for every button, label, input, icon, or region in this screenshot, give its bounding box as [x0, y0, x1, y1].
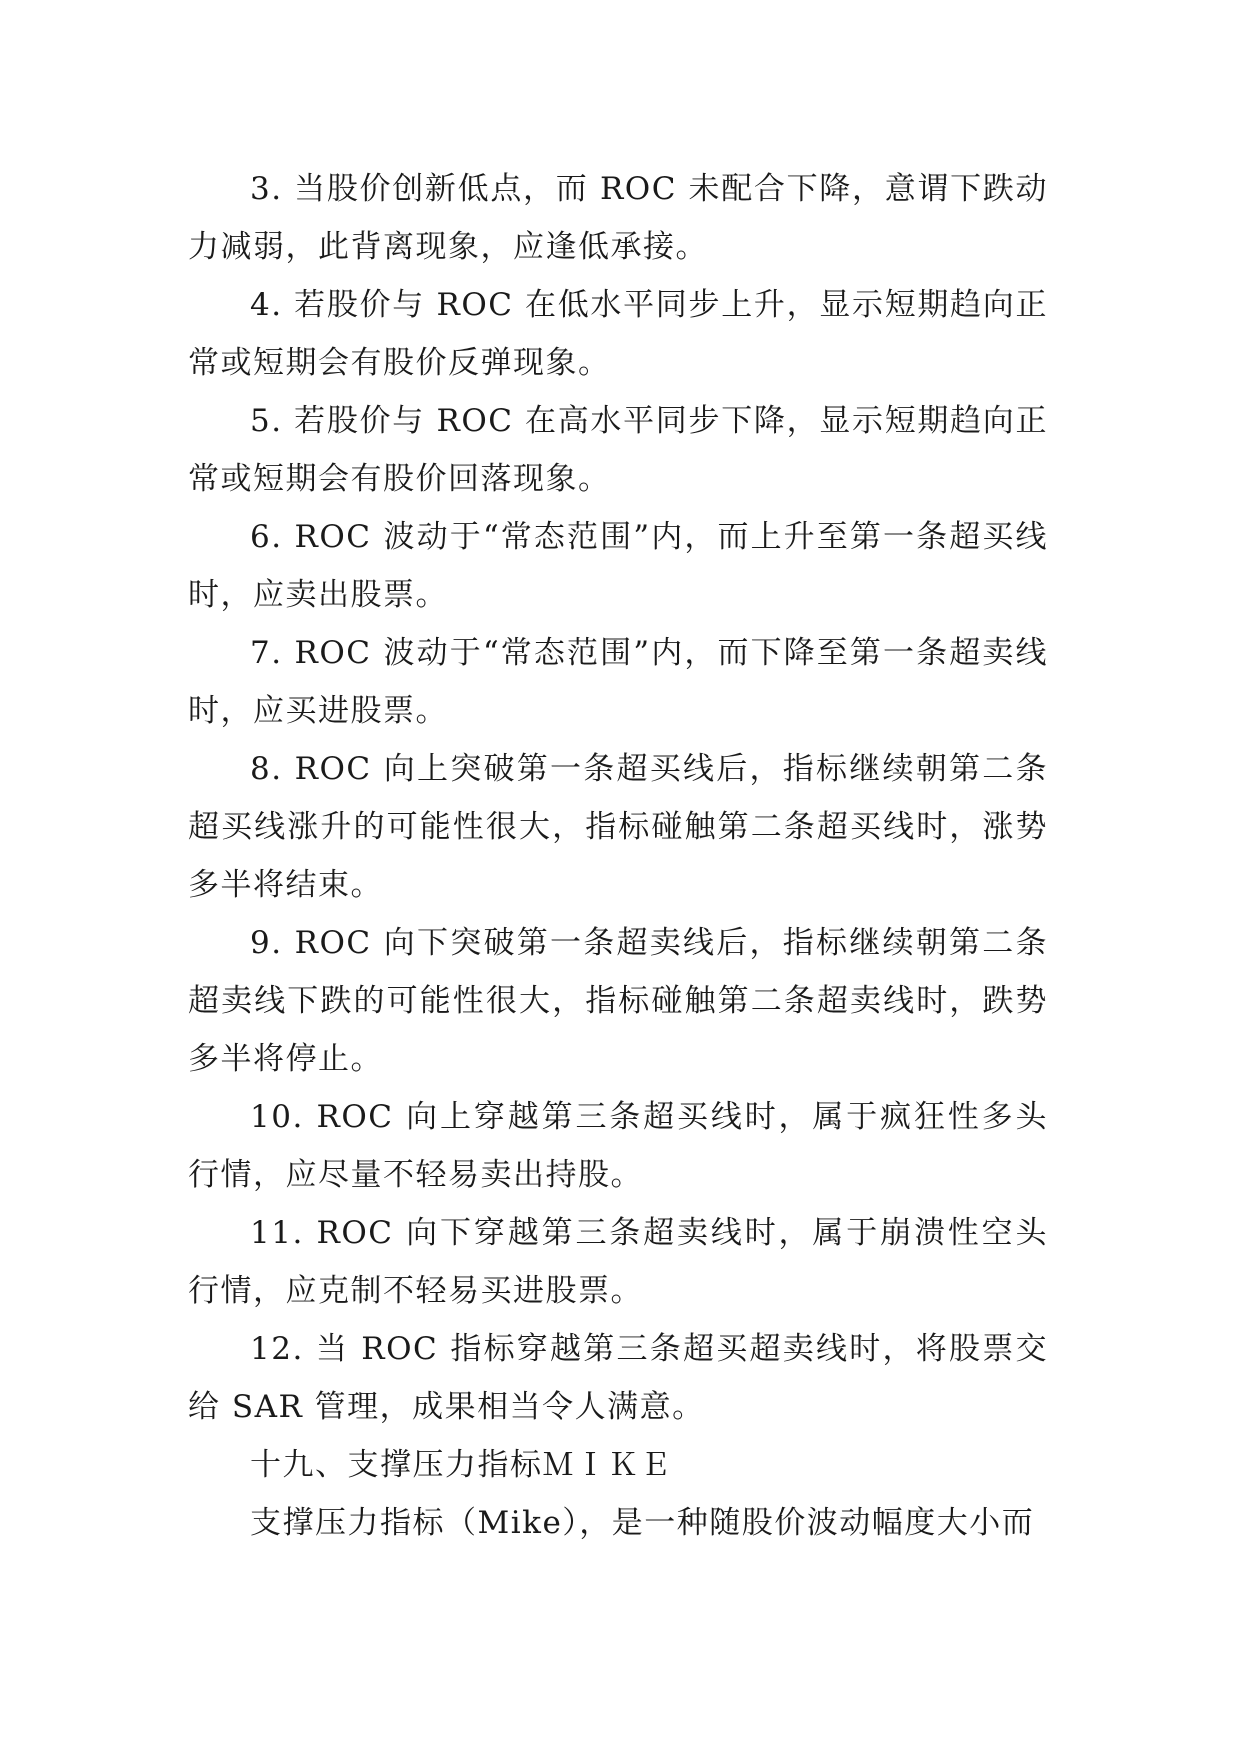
paragraph-7: 7. ROC 波动于“常态范围”内，而下降至第一条超卖线时，应买进股票。 [188, 635, 1048, 729]
paragraph-10: 10. ROC 向上穿越第三条超买线时，属于疯狂性多头行情，应尽量不轻易卖出持股。 [188, 1099, 1048, 1193]
paragraph-3: 3. 当股价创新低点，而 ROC 未配合下降，意谓下跌动力减弱，此背离现象，应逢低承接。 [188, 171, 1048, 265]
paragraph-8: 8. ROC 向上突破第一条超买线后，指标继续朝第二条超买线涨升的可能性很大，指标碰触第二条超买线时，涨势多半将结束。 [188, 751, 1048, 903]
paragraph-mike-intro: 支撑压力指标（Mike），是一种随股价波动幅度大小而 [250, 1505, 1035, 1541]
paragraph-6: 6. ROC 波动于“常态范围”内，而上升至第一条超买线时，应卖出股票。 [188, 519, 1048, 613]
section-heading: 十九、支撑压力指标ＭＩＫＥ [250, 1447, 673, 1483]
document-body [188, 160, 1048, 1552]
paragraph-5: 5. 若股价与 ROC 在高水平同步下降，显示短期趋向正常或短期会有股价回落现象。 [188, 403, 1048, 497]
paragraph-9: 9. ROC 向下突破第一条超卖线后，指标继续朝第二条超卖线下跌的可能性很大，指标碰触第二条超卖线时，跌势多半将停止。 [188, 925, 1048, 1077]
paragraph-12: 12. 当 ROC 指标穿越第三条超买超卖线时，将股票交给 SAR 管理，成果相当令人满意。 [188, 1331, 1048, 1425]
paragraph-4: 4. 若股价与 ROC 在低水平同步上升，显示短期趋向正常或短期会有股价反弹现象。 [188, 287, 1048, 381]
paragraph-11: 11. ROC 向下穿越第三条超卖线时，属于崩溃性空头行情，应克制不轻易买进股票。 [188, 1215, 1048, 1309]
